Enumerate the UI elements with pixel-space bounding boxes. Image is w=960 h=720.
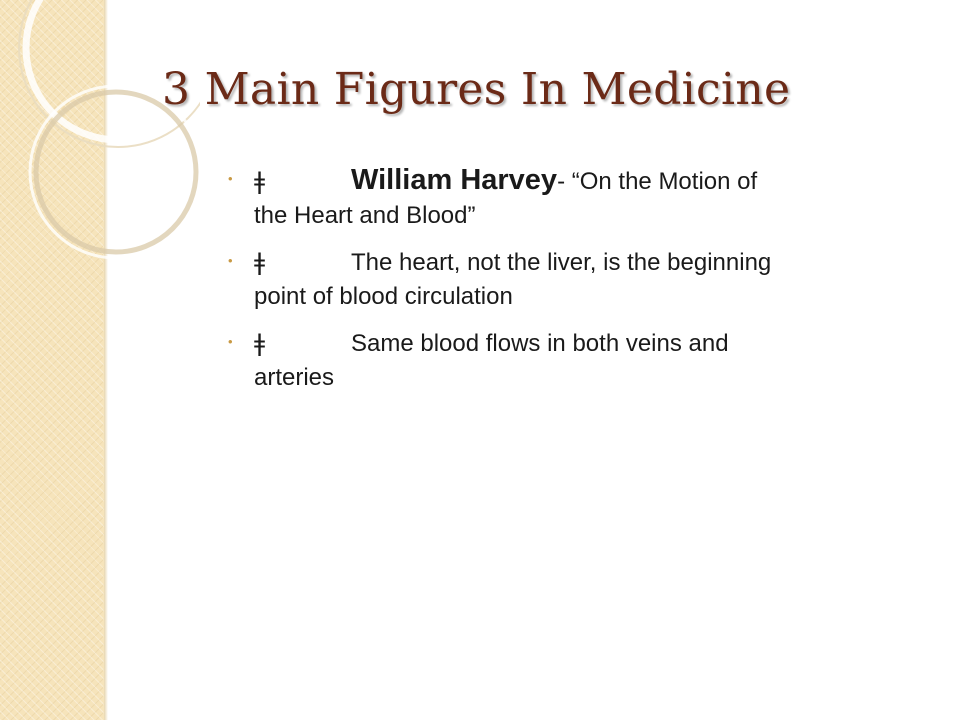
slide-title: 3 Main Figures In Medicine xyxy=(162,64,791,115)
bullet-separator: - xyxy=(557,168,572,195)
bullet-marker: ǂ xyxy=(254,167,266,195)
bullet-item-heart xyxy=(228,245,928,314)
bullet-list xyxy=(228,163,928,407)
bullet-dot-icon: • xyxy=(228,253,233,268)
bullet-continuation: the Heart and Blood” xyxy=(254,202,476,229)
bullet-continuation: arteries xyxy=(254,364,335,391)
bullet-marker: ǂ xyxy=(254,329,266,357)
bullet-item-blood xyxy=(228,326,928,395)
ring-small xyxy=(36,92,196,252)
bullet-dot-icon: • xyxy=(228,171,233,186)
bullet-continuation: point of blood circulation xyxy=(254,283,513,310)
bullet-text: Same blood flows in both veins and xyxy=(351,330,729,357)
bullet-marker: ǂ xyxy=(254,248,266,276)
decorative-rings xyxy=(0,0,200,260)
bullet-name: William Harvey xyxy=(351,164,558,196)
bullet-dot-icon: • xyxy=(228,334,233,349)
bullet-text: “On the Motion of xyxy=(571,168,758,195)
bullet-text: The heart, not the liver, is the beginning xyxy=(351,249,772,276)
bullet-item-harvey xyxy=(228,163,928,233)
